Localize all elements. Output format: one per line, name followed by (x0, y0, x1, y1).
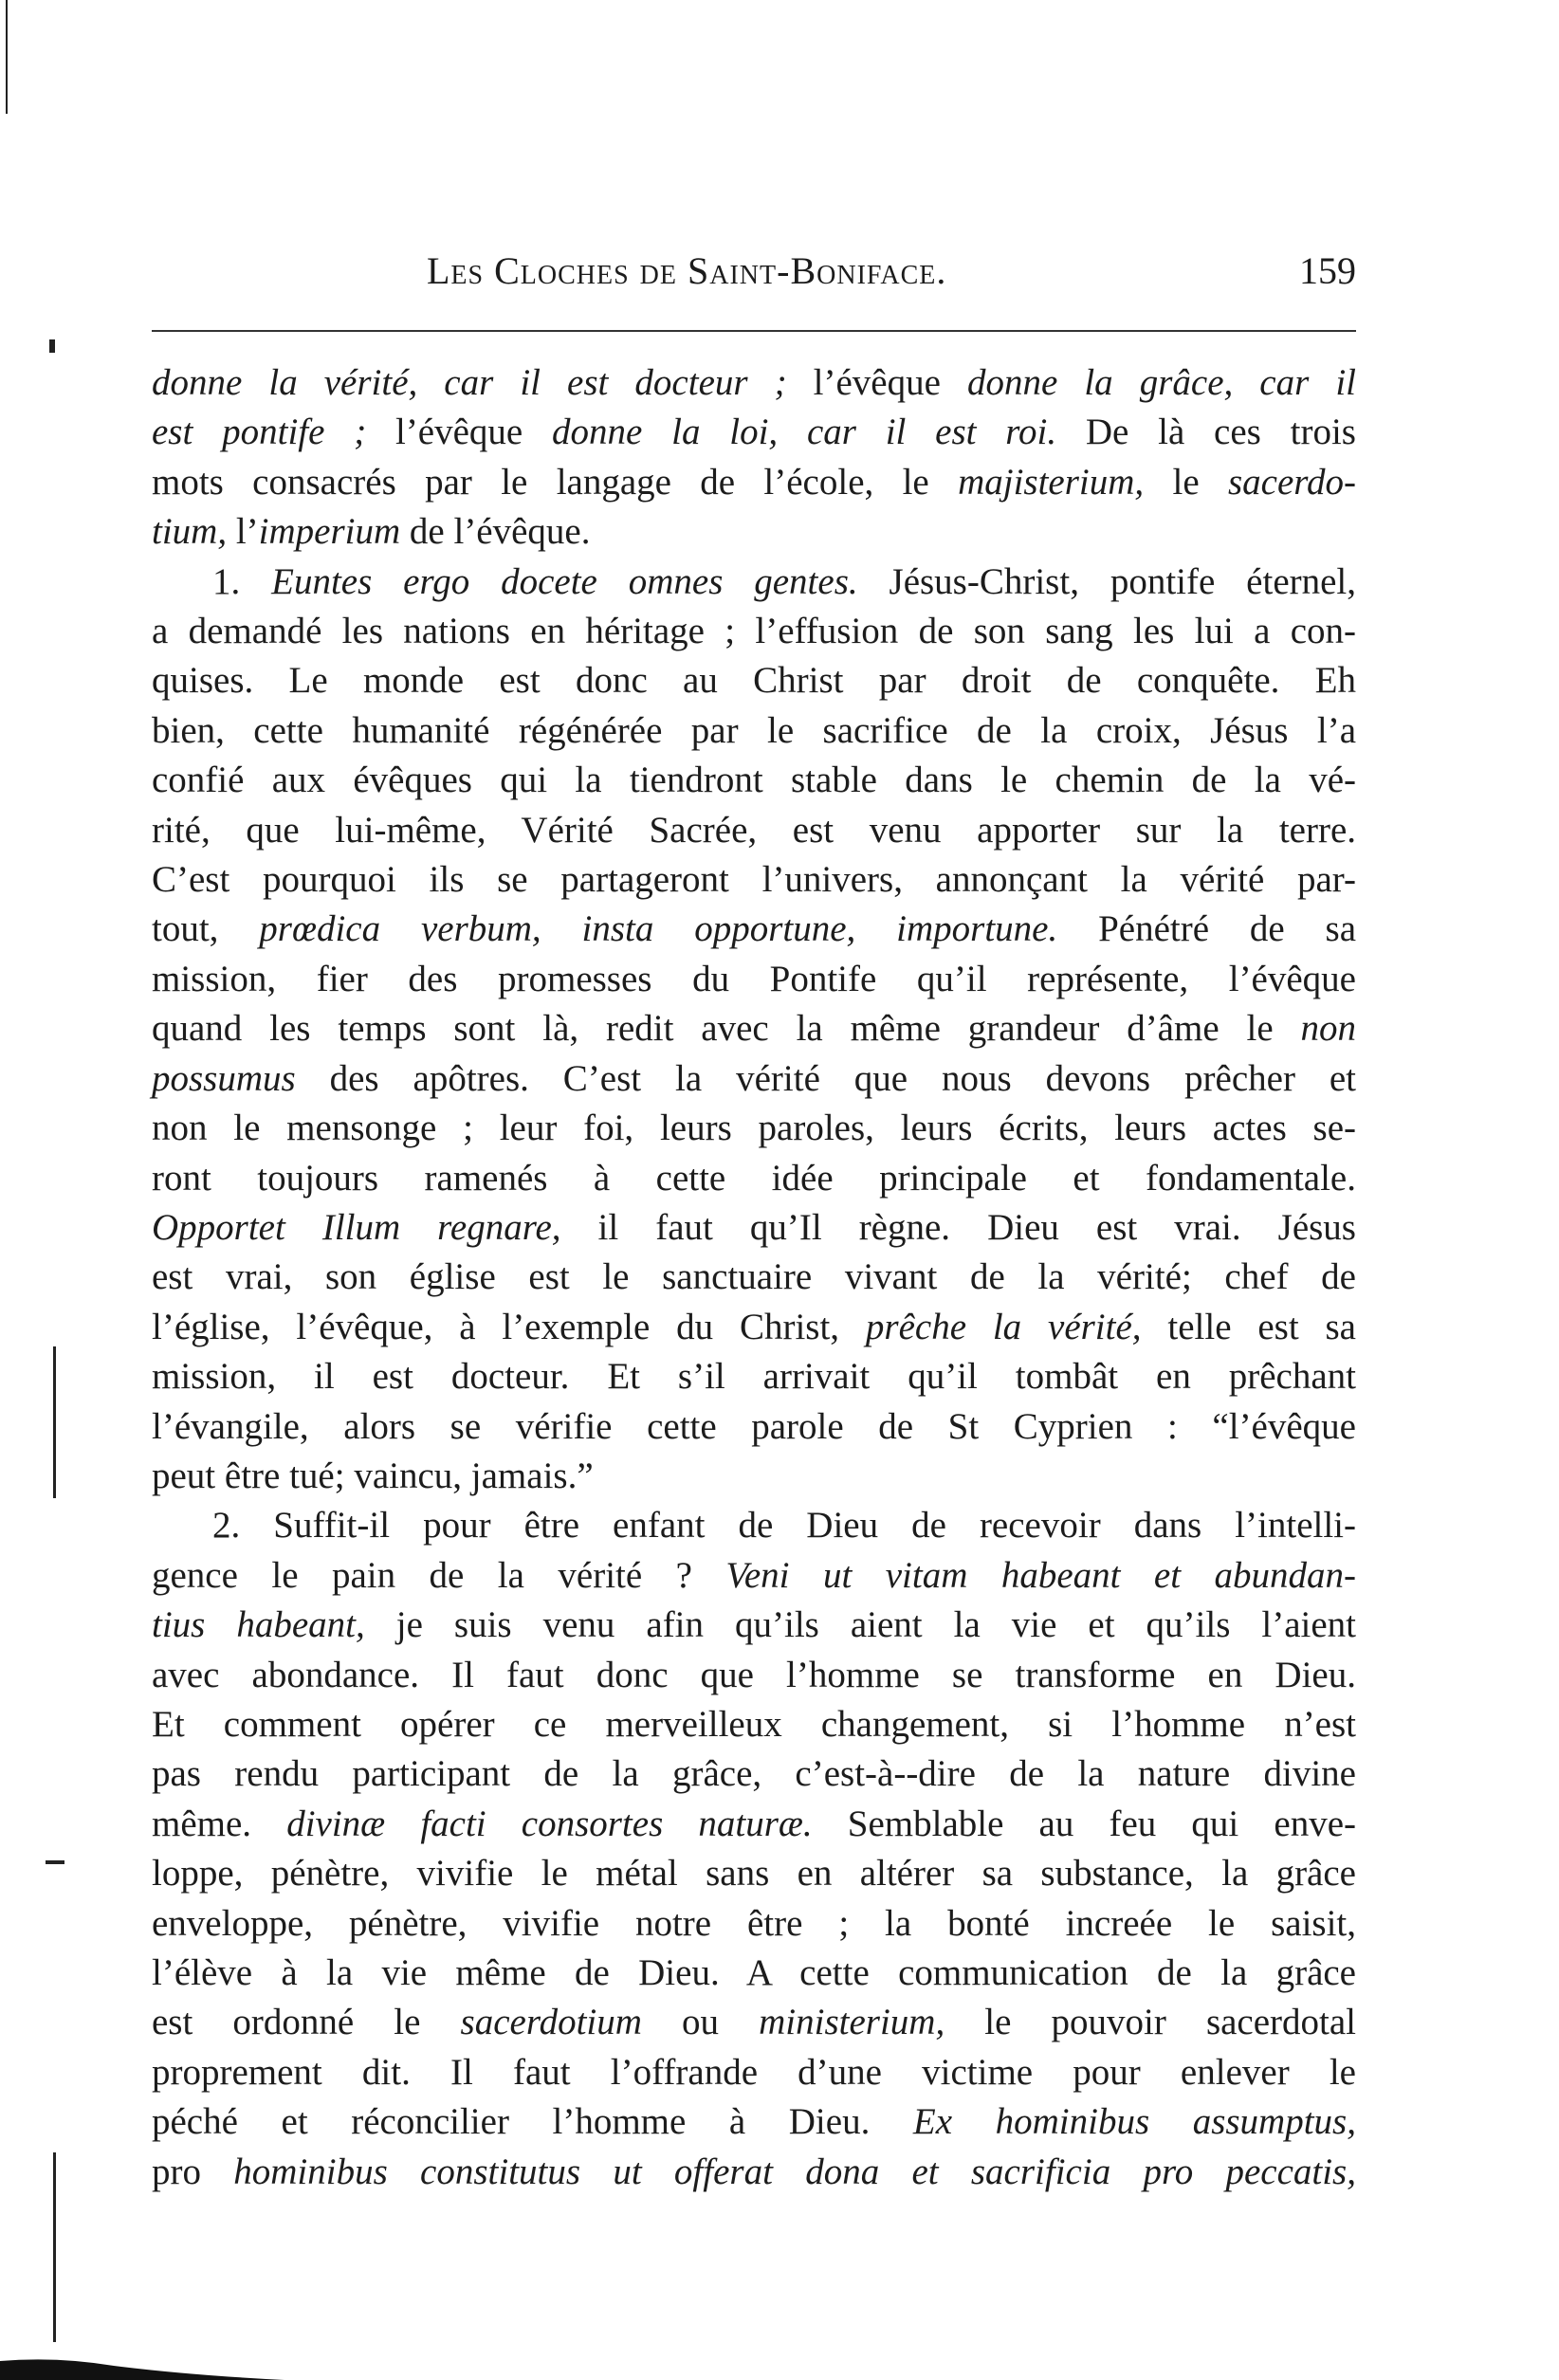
text-line (152, 1700, 1356, 1749)
text-run: non le mensonge ; leur foi, leurs paroles, leurs écrits, leurs actes se- (152, 1108, 1356, 1149)
text-line (152, 756, 1356, 805)
text-line (152, 458, 1356, 507)
text-run: je suis venu afin qu’ils aient la vie et qu’ils l’aient (364, 1604, 1356, 1646)
text-line (152, 1601, 1356, 1650)
text-run: pas rendu participant de la grâce, c’est-à--dire de la nature divine (152, 1753, 1356, 1795)
italic-text: sacerdotium (460, 2002, 642, 2043)
text-run: ront toujours ramenés à cette idée principale et fondamentale. (152, 1157, 1356, 1199)
text-line (152, 1551, 1356, 1601)
text-line (152, 1452, 1356, 1501)
text-run: le (1144, 461, 1228, 503)
text-line (152, 1651, 1356, 1700)
scan-mark-top (6, 0, 8, 114)
italic-text: sacerdo- (1227, 461, 1356, 503)
text-run: rité, que lui-même, Vérité Sacrée, est venu apporter sur la terre. (152, 809, 1356, 851)
text-line (152, 2148, 1356, 2197)
text-line (152, 408, 1356, 457)
italic-text: Euntes ergo docete omnes gentes. (271, 560, 858, 602)
text-run: gence le pain de la vérité ? (152, 1554, 726, 1596)
body-text (152, 358, 1356, 2197)
text-run: 2. Suffit-il pour être enfant de Dieu de recevoir dans l’intelli- (212, 1505, 1356, 1547)
text-run: pro (152, 2151, 234, 2192)
text-run: tout, (152, 908, 260, 950)
text-run: est vrai, son église est le sanctuaire vivant de la vérité; chef de (152, 1256, 1356, 1298)
scan-mark-arrow (46, 1860, 64, 1864)
italic-text: possumus (152, 1057, 296, 1099)
text-run: avec abondance. Il faut donc que l’homme se transforme en Dieu. (152, 1654, 1356, 1695)
text-line (152, 358, 1356, 408)
running-head (152, 248, 1356, 305)
text-run: péché et réconcilier l’homme à Dieu. (152, 2101, 913, 2143)
text-line (152, 1253, 1356, 1302)
text-run: De là ces trois (1056, 412, 1356, 453)
italic-text: donne la vérité, car il est docteur ; (152, 362, 787, 403)
text-run: est ordonné le (152, 2002, 461, 2043)
italic-text: imperium (258, 511, 401, 553)
italic-text: hominibus constitutus ut offerat dona et sacrificia pro peccatis, (233, 2151, 1356, 2192)
text-run: l’évangile, alors se vérifie cette parole de St Cyprien : “l’évêque (152, 1405, 1356, 1447)
italic-text: tius habeant, (152, 1604, 365, 1646)
text-line (152, 1800, 1356, 1849)
text-run: quand les temps sont là, redit avec la même grandeur d’âme le (152, 1008, 1301, 1050)
italic-text: Veni ut vitam habeant et abundan- (725, 1554, 1356, 1596)
scan-mark-tick (49, 339, 55, 353)
text-run: quises. Le monde est donc au Christ par droit de conquête. Eh (152, 660, 1356, 702)
text-line (152, 2048, 1356, 2097)
text-run: loppe, pénètre, vivifie le métal sans en altérer sa substance, la grâce (152, 1853, 1356, 1895)
text-line (152, 1501, 1356, 1550)
text-line (152, 1949, 1356, 1998)
italic-text: Ex hominibus assumptus, (912, 2101, 1356, 2143)
text-run: a demandé les nations en héritage ; l’effusion de son sang les lui a con- (152, 611, 1356, 652)
text-run: Pénétré de sa (1057, 908, 1357, 950)
italic-text: majisterium, (958, 461, 1145, 503)
italic-text: est pontife ; (152, 412, 367, 453)
text-run: C’est pourquoi ils se partageront l’univers, annonçant la vérité par- (152, 859, 1356, 901)
text-line (152, 1749, 1356, 1799)
text-line (152, 905, 1356, 954)
text-line (152, 1104, 1356, 1153)
text-line (152, 855, 1356, 905)
scan-mark-bottom (53, 2152, 56, 2342)
scan-mark-middle (53, 1346, 56, 1498)
text-line (152, 1402, 1356, 1452)
page-number: 159 (1299, 249, 1356, 292)
text-line (152, 607, 1356, 656)
scan-shadow-bottom (0, 2323, 284, 2380)
text-run: l’ (227, 511, 259, 553)
italic-text: donne la grâce, car il (966, 362, 1357, 403)
text-run: mission, il est docteur. Et s’il arrivait qu’il tombât en prêchant (152, 1356, 1356, 1398)
italic-text: Opportet Illum regnare, (152, 1206, 561, 1248)
text-run: Jésus-Christ, pontife éternel, (857, 560, 1357, 602)
header-rule (152, 330, 1356, 332)
text-run: ou (641, 2002, 760, 2043)
text-run: 1. (212, 560, 272, 602)
italic-text: divinæ facti consortes naturæ. (286, 1803, 813, 1844)
text-run: le pouvoir sacerdotal (945, 2002, 1357, 2043)
text-line (152, 1998, 1356, 2047)
text-line (152, 1004, 1356, 1053)
text-run: enveloppe, pénètre, vivifie notre être ; la bonté increée le saisit, (152, 1902, 1356, 1944)
italic-text: prœdica verbum, insta opportune, importune. (259, 908, 1058, 950)
text-line (152, 806, 1356, 855)
text-line (152, 1899, 1356, 1949)
text-run: peut être tué; vaincu, jamais.” (152, 1455, 594, 1496)
text-run: Et comment opérer ce merveilleux changement, si l’homme n’est (152, 1703, 1356, 1745)
text-line (152, 1849, 1356, 1898)
text-run: même. (152, 1803, 287, 1844)
italic-text: tium, (152, 511, 228, 553)
text-run: Semblable au feu qui enve- (812, 1803, 1356, 1844)
text-line (152, 706, 1356, 756)
running-head-title: Les Cloches de Saint-Boniface. (427, 249, 947, 292)
italic-text: prêche la vérité, (865, 1306, 1142, 1347)
italic-text: donne la loi, car il est roi. (552, 412, 1057, 453)
text-run: l’église, l’évêque, à l’exemple du Christ, (152, 1306, 866, 1347)
italic-text: non (1300, 1008, 1356, 1050)
text-line (152, 507, 1356, 557)
text-run: l’évêque (786, 362, 967, 403)
text-line (152, 1154, 1356, 1203)
text-run: des apôtres. C’est la vérité que nous devons prêcher et (295, 1057, 1356, 1099)
text-run: il faut qu’Il règne. Dieu est vrai. Jésus (560, 1206, 1356, 1248)
text-run: l’élève à la vie même de Dieu. A cette communication de la grâce (152, 1952, 1356, 1993)
text-run: l’évêque (366, 412, 553, 453)
text-line (152, 1352, 1356, 1401)
text-run: de l’évêque. (400, 511, 591, 553)
text-line (152, 1303, 1356, 1352)
text-run: mission, fier des promesses du Pontife qu’il représente, l’évêque (152, 958, 1356, 999)
italic-text: ministerium, (759, 2002, 945, 2043)
text-line (152, 656, 1356, 705)
text-run: proprement dit. Il faut l’offrande d’une victime pour enlever le (152, 2051, 1356, 2093)
text-line (152, 1054, 1356, 1104)
text-run: confié aux évêques qui la tiendront stable dans le chemin de la vé- (152, 760, 1356, 801)
text-run: mots consacrés par le langage de l’école, le (152, 461, 959, 503)
text-line (152, 955, 1356, 1004)
text-line (152, 558, 1356, 607)
text-run: bien, cette humanité régénérée par le sacrifice de la croix, Jésus l’a (152, 709, 1356, 751)
text-line (152, 1203, 1356, 1253)
text-run: telle est sa (1141, 1306, 1356, 1347)
text-line (152, 2097, 1356, 2147)
